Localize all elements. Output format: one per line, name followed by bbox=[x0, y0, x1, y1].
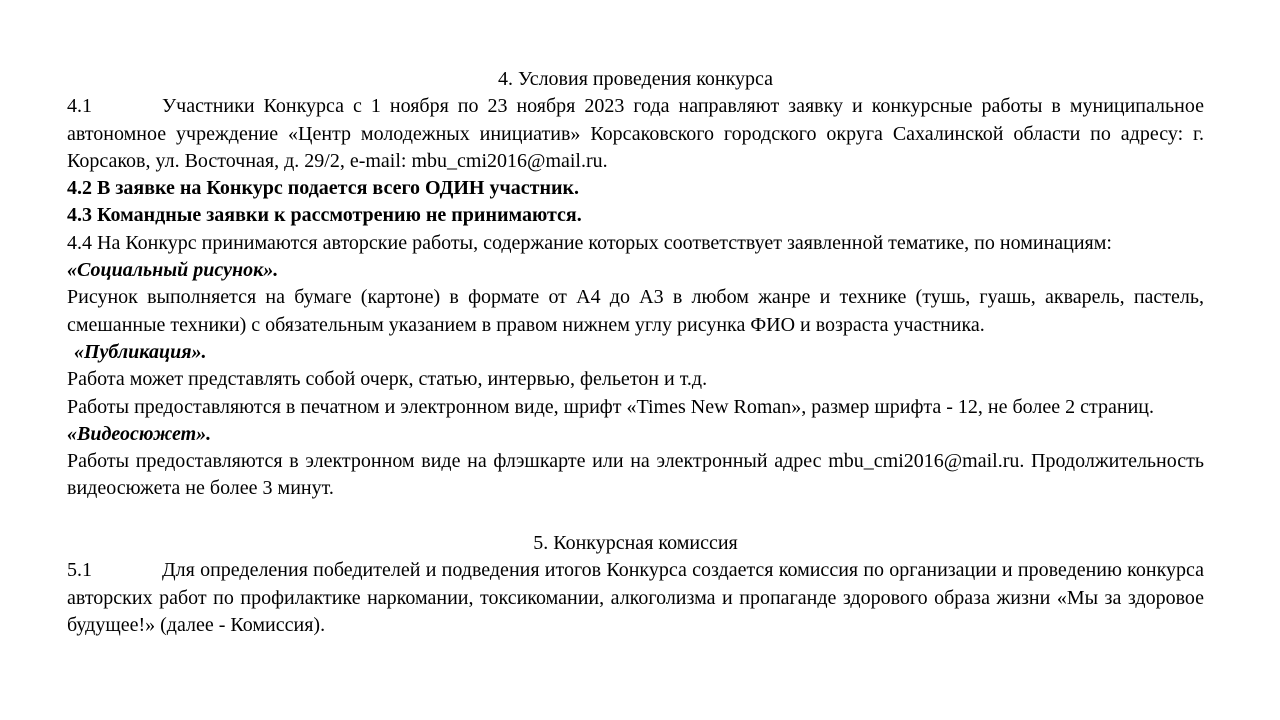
document-page bbox=[67, 66, 1204, 639]
paragraph-4-1 bbox=[67, 93, 1204, 175]
nomination-drawing-text: Рисунок выполняется на бумаге (картоне) в формате от А4 до А3 в любом жанре и технике (тушь, гуашь, акварель, пастель, смешанные техники) с обязательным указанием в правом нижнем углу рисунка ФИО и возраста участника. bbox=[67, 286, 1204, 336]
nomination-title-drawing: «Социальный рисунок». bbox=[67, 259, 279, 282]
nomination-video-text: Работы предоставляются в электронном виде на флэшкарте или на электронный адрес mbu_cmi2016@mail.ru. Продолжительность видеосюжета не более 3 минут. bbox=[67, 450, 1204, 500]
paragraph-4-3: 4.3 Командные заявки к рассмотрению не принимаются. bbox=[67, 204, 582, 227]
paragraph-4-1-number: 4.1 bbox=[67, 95, 92, 118]
nomination-publication-text-2: Работы предоставляются в печатном и электронном виде, шрифт «Times New Roman», размер шрифта - 12, не более 2 страниц. bbox=[67, 395, 1154, 418]
nomination-title-video: «Видеосюжет». bbox=[67, 422, 212, 445]
section-4-heading: 4. Условия проведения конкурса bbox=[497, 68, 774, 90]
section-5-heading: 5. Конкурсная комиссия bbox=[533, 532, 738, 555]
paragraph-5-1-text: Для определения победителей и подведения итогов Конкурса создается комиссия по организации и проведению конкурса авторских работ по профилактике наркомании, токсикомании, алкоголизма и пропаганде здорового образа жизни «Мы за здоровое будущее!» (далее - Комиссия). bbox=[67, 559, 1204, 636]
nomination-publication-text-1: Работа может представлять собой очерк, статью, интервью, фельетон и т.д. bbox=[67, 368, 708, 391]
paragraph-4-1-text: Участники Конкурса с 1 ноября по 23 ноября 2023 года направляют заявку и конкурсные работы в муниципальное автономное учреждение «Центр молодежных инициатив» Корсаковского городского округа Сахалинской области по адресу: г. Корсаков, ул. Восточная, д. 29/2, e-mail: mbu_cmi2016@mail.ru. bbox=[67, 95, 1204, 172]
section-spacer bbox=[67, 503, 1204, 530]
paragraph-5-1 bbox=[67, 557, 1204, 639]
paragraph-5-1-number: 5.1 bbox=[67, 559, 92, 582]
nomination-title-publication: «Публикация». bbox=[74, 340, 207, 363]
paragraph-4-4: 4.4 На Конкурс принимаются авторские работы, содержание которых соответствует заявленной тематике, по номинациям: bbox=[67, 231, 1112, 254]
paragraph-4-2: 4.2 В заявке на Конкурс подается всего ОДИН участник. bbox=[67, 177, 580, 200]
